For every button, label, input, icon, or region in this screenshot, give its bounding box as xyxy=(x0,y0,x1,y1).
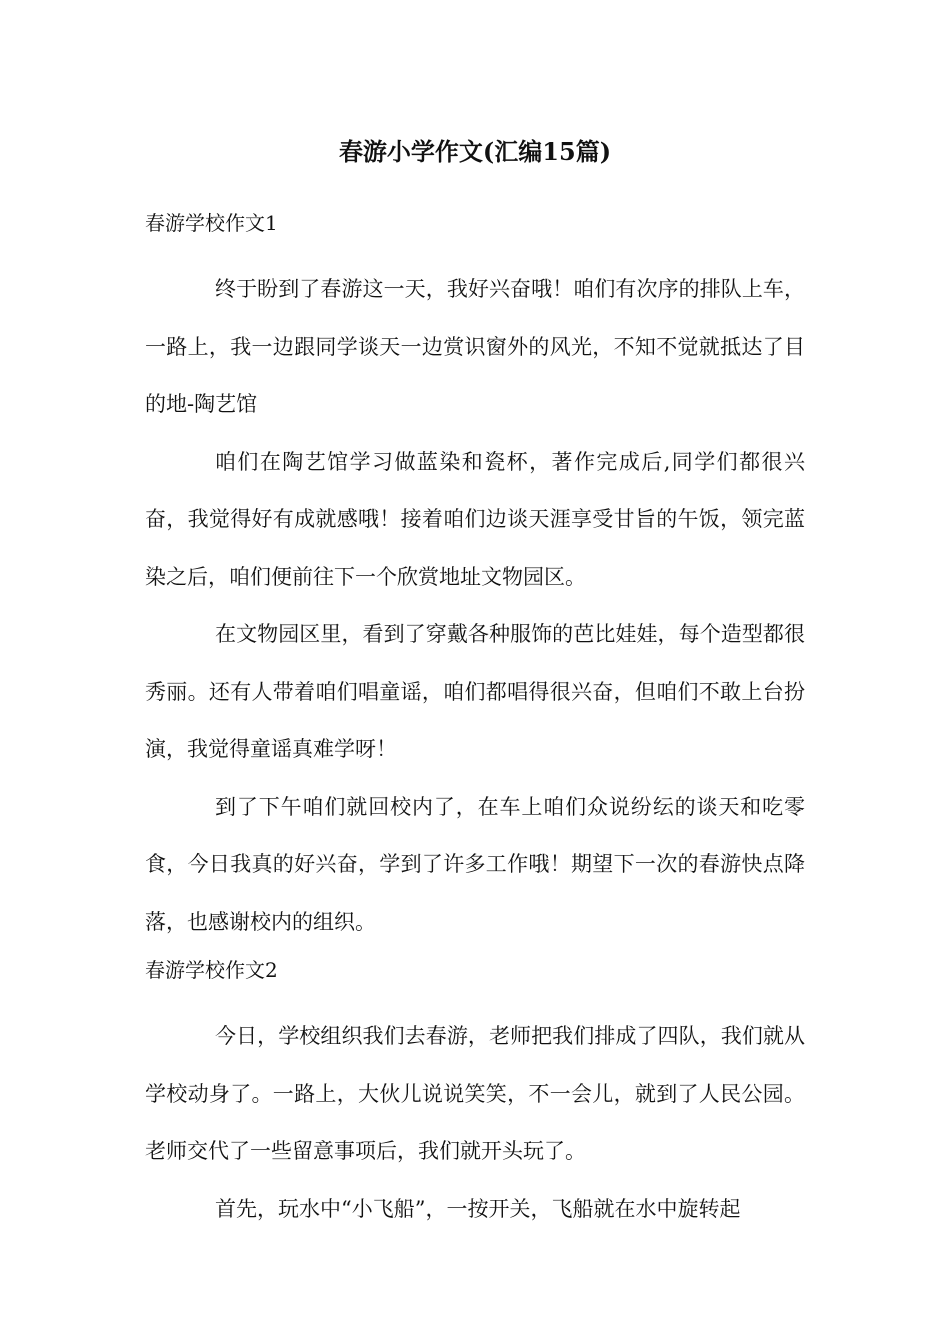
document-title: 春游小学作文(汇编15篇) xyxy=(338,137,612,166)
paragraph: 终于盼到了春游这一天，我好兴奋哦！咱们有次序的排队上车，一路上，我一边跟同学谈天一边赏识窗外的风光，不知不觉就抵达了目的地-陶艺馆 xyxy=(145,277,805,416)
paragraph: 到了下午咱们就回校内了，在车上咱们众说纷纭的谈天和吃零食，今日我真的好兴奋，学到了许多工作哦！期望下一次的春游快点降落，也感谢校内的组织。 xyxy=(145,794,805,934)
paragraph: 今日，学校组织我们去春游，老师把我们排成了四队，我们就从学校动身了。一路上，大伙儿说说笑笑，不一会儿，就到了人民公园。老师交代了一些留意事项后，我们就开头玩了。 xyxy=(145,1024,805,1163)
document-body xyxy=(145,204,805,1238)
paragraph: 咱们在陶艺馆学习做蓝染和瓷杯，著作完成后,同学们都很兴奋，我觉得好有成就感哦！接着咱们边谈天涯享受甘旨的午饭，领完蓝染之后，咱们便前往下一个欣赏地址文物园区。 xyxy=(145,449,805,589)
paragraph: 在文物园区里，看到了穿戴各种服饰的芭比娃娃，每个造型都很秀丽。还有人带着咱们唱童谣，咱们都唱得很兴奋，但咱们不敢上台扮演，我觉得童谣真难学呀！ xyxy=(145,622,805,761)
section-heading-1: 春游学校作文1 xyxy=(145,211,278,235)
paragraph: 首先，玩水中“小飞船”，一按开关，飞船就在水中旋转起 xyxy=(215,1196,741,1221)
section-heading-2: 春游学校作文2 xyxy=(145,958,278,982)
